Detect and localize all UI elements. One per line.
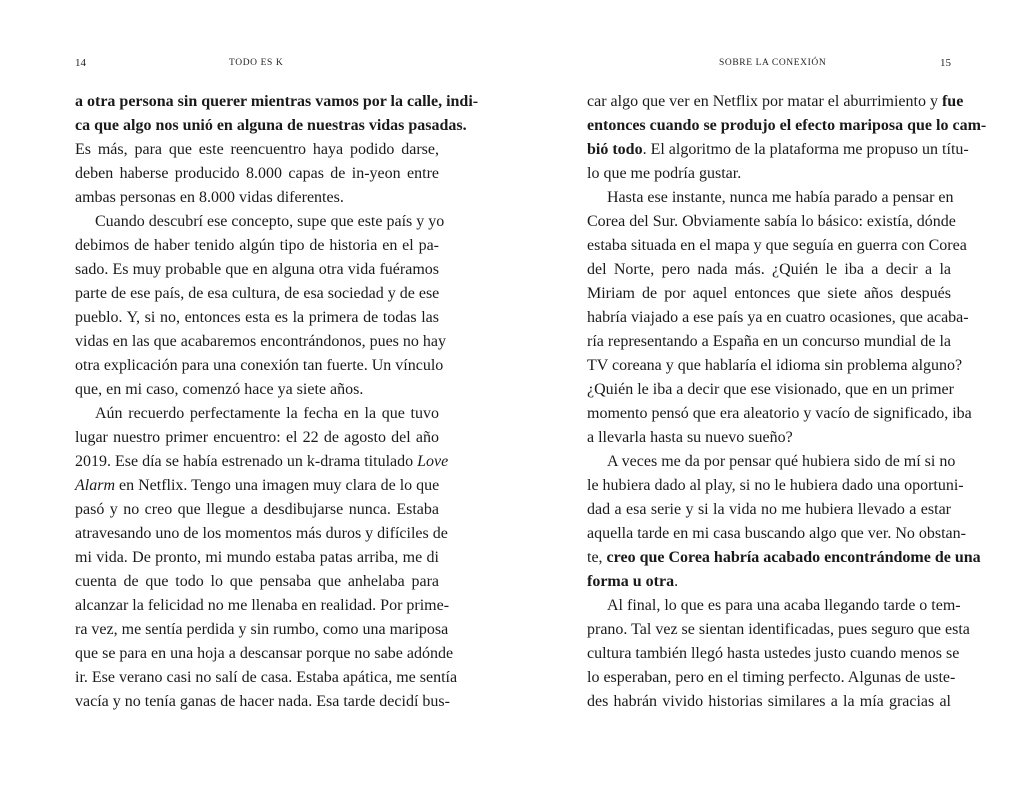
text-line: lugar nuestro primer encuentro: el 22 de agosto del año <box>75 429 439 446</box>
text-line: que, en mi caso, comenzó hace ya siete años. <box>75 381 364 398</box>
text-line: momento pensó que era aleatorio y vacío de significado, iba <box>587 405 972 422</box>
text-line: del Norte, pero nada más. ¿Quién le iba a decir a la <box>587 261 951 278</box>
text-line: lo que me podría gustar. <box>587 165 742 182</box>
text-line: prano. Tal vez se sientan identificadas, pues seguro que esta <box>587 621 970 638</box>
running-head: TODO ES K <box>229 58 284 68</box>
text-line: TV coreana y que hablaría el idioma sin problema alguno? <box>587 357 963 374</box>
text-line: ambas personas en 8.000 vidas diferentes. <box>75 189 344 206</box>
text-line: que se para en una hoja a descansar porque no sabe adónde <box>75 645 454 662</box>
text-line: bió todo. El algoritmo de la plataforma me propuso un títu- <box>587 141 969 158</box>
text-line: vacía y no tenía ganas de hacer nada. Esa tarde decidí bus- <box>75 693 450 710</box>
text-line: vidas en las que acabaremos encontrándonos, pues no hay <box>75 333 446 350</box>
text-line: Hasta ese instante, nunca me había parado a pensar en <box>607 189 954 206</box>
text-line: Miriam de por aquel entonces que siete años después <box>587 285 951 302</box>
text-line: ¿Quién le iba a decir que ese visionado, que en un primer <box>587 381 954 398</box>
text-line: lo esperaban, pero en el timing perfecto. Algunas de uste- <box>587 669 956 686</box>
page-number: 14 <box>75 57 86 69</box>
text-line: debimos de haber tenido algún tipo de historia en el pa- <box>75 237 439 254</box>
text-line: ra vez, me sentía perdida y sin rumbo, como una mariposa <box>75 621 449 638</box>
text-line: dad a esa serie y si la vida no me hubiera llevado a estar <box>587 501 951 518</box>
text-line: Es más, para que este reencuentro haya podido darse, <box>75 141 439 158</box>
text-line: ría representando a España en un concurso mundial de la <box>587 333 951 350</box>
text-line: A veces me da por pensar qué hubiera sido de mí si no <box>607 453 956 470</box>
text-line: pueblo. Y, si no, entonces esta es la primera de todas las <box>75 309 439 326</box>
text-line: otra explicación para una conexión tan fuerte. Un vínculo <box>75 357 444 374</box>
text-line: Alarm en Netflix. Tengo una imagen muy clara de lo que <box>75 477 440 494</box>
text-line: atravesando uno de los momentos más duros y difíciles de <box>75 525 448 542</box>
text-line: le hubiera dado al play, si no le hubiera dado una oportuni- <box>587 477 964 494</box>
running-head: SOBRE LA CONEXIÓN <box>719 58 827 68</box>
text-line: cuenta de que todo lo que pensaba que anhelaba para <box>75 573 439 590</box>
text-line: estaba situada en el mapa y que seguía en guerra con Corea <box>587 237 967 254</box>
text-line: a otra persona sin querer mientras vamos por la calle, indi- <box>75 93 479 110</box>
text-line: cultura también llegó hasta ustedes justo cuando menos se <box>587 645 960 662</box>
text-line: te, creo que Corea habría acabado encontrándome de una <box>587 549 981 566</box>
text-line: parte de ese país, de esa cultura, de esa sociedad y de ese <box>75 285 440 302</box>
text-line: Al final, lo que es para una acaba llegando tarde o tem- <box>607 597 961 614</box>
text-line: a llevarla hasta su nuevo sueño? <box>587 429 793 446</box>
text-line: Corea del Sur. Obviamente sabía lo básico: existía, dónde <box>587 213 956 230</box>
text-line: alcanzar la felicidad no me llenaba en realidad. Por prime- <box>75 597 450 614</box>
text-line: forma u otra. <box>587 573 679 590</box>
page-number: 15 <box>940 57 951 69</box>
text-line: habría viajado a ese país ya en cuatro ocasiones, que acaba- <box>587 309 969 326</box>
text-line: ir. Ese verano casi no salí de casa. Estaba apática, me sentía <box>75 669 458 686</box>
text-line: Aún recuerdo perfectamente la fecha en la que tuvo <box>95 405 439 422</box>
text-line: ca que algo nos unió en alguna de nuestras vidas pasadas. <box>75 117 467 134</box>
text-line: 2019. Ese día se había estrenado un k-drama titulado Love <box>75 453 449 470</box>
text-line: pasó y no creo que llegue a desdibujarse nunca. Estaba <box>75 501 439 518</box>
text-line: Cuando descubrí ese concepto, supe que este país y yo <box>95 213 445 230</box>
text-line: des habrán vivido historias similares a la mía gracias al <box>587 693 951 710</box>
text-line: deben haberse producido 8.000 capas de in-yeon entre <box>75 165 439 182</box>
body-text <box>75 90 479 714</box>
body-text <box>587 90 987 714</box>
text-line: mi vida. De pronto, mi mundo estaba patas arriba, me di <box>75 549 439 566</box>
text-line: sado. Es muy probable que en alguna otra vida fuéramos <box>75 261 439 278</box>
text-line: car algo que ver en Netflix por matar el aburrimiento y fue <box>587 93 964 110</box>
right-page <box>512 0 1024 785</box>
text-line: aquella tarde en mi casa buscando algo que ver. No obstan- <box>587 525 966 542</box>
text-line: entonces cuando se produjo el efecto mariposa que lo cam- <box>587 117 987 134</box>
